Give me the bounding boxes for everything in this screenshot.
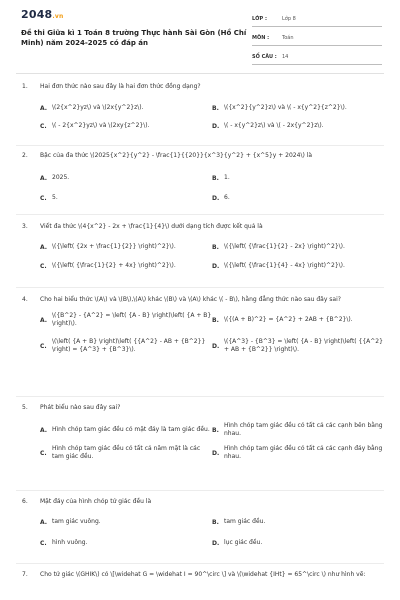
options-grid [40, 312, 382, 354]
question-text: Viết đa thức \(4{x^2} - 2x + \frac{1}{4}\) dưới dạng tích được kết quả là [40, 223, 263, 230]
options-grid [40, 103, 382, 131]
option-b[interactable]: B. tam giác đều. [212, 518, 266, 526]
option-b[interactable]: B. \({(A + B)^2} = {A^2} + 2AB + {B^2}\). [212, 316, 353, 324]
header-divider [16, 73, 384, 74]
options-grid [40, 422, 382, 461]
option-c[interactable]: C. hình vuông. [40, 539, 88, 547]
question-6 [22, 497, 382, 548]
question-divider [16, 490, 384, 491]
meta-value: Toán [282, 35, 294, 41]
option-d[interactable]: D. \({A^3} - {B^3} = \left( {A - B} \right)\left( {{A^2} + AB + {B^2}} \right)\). [212, 338, 383, 353]
question-number: 4. [22, 296, 28, 303]
option-a[interactable]: A. \(2{x^2}yz\) và \(2x{y^2}z\). [40, 104, 144, 112]
meta-box [252, 12, 382, 69]
option-a[interactable]: A. 2025. [40, 174, 70, 182]
meta-label: SỐ CÂU : [252, 54, 277, 60]
question-number: 6. [22, 498, 28, 505]
option-b[interactable]: B. \({x^2}{y^2}z\) và \( - x{y^2}{z^2}\). [212, 104, 347, 112]
meta-row-subject [252, 31, 382, 46]
option-d[interactable]: D. lục giác đều. [212, 539, 263, 547]
option-c[interactable]: C. \( - 2{x^2}yz\) và \(2xy{z^2}\). [40, 122, 150, 130]
meta-label: MÔN : [252, 35, 270, 41]
question-3 [22, 222, 382, 271]
option-c[interactable]: C. Hình chóp tam giác đều có tất cả năm mặt là các tam giác đều. [40, 445, 201, 460]
question-divider [16, 396, 384, 397]
question-text: Hai đơn thức nào sau đây là hai đơn thức đồng dạng? [40, 83, 201, 90]
question-7 [22, 570, 382, 579]
question-5 [22, 403, 382, 461]
option-d[interactable]: D. \({\left( {\frac{1}{4} - 4x} \right)^2}\). [212, 262, 345, 270]
question-text: Mặt đáy của hình chóp tứ giác đều là [40, 498, 152, 505]
question-text: Cho tứ giác \(GHIK\) có \[\widehat G = \widehat I = 90^\circ \] và \(\widehat {IHt} = 65^\circ \) như hình vẽ: [40, 571, 366, 578]
option-a[interactable]: A. tam giác vuông. [40, 518, 101, 526]
options-grid [40, 242, 382, 271]
option-d[interactable]: D. \( - x{y^2}z\) và \( - 2x{y^2}z\). [212, 122, 324, 130]
question-number: 3. [22, 223, 28, 230]
option-b[interactable]: B. \({\left( {\frac{1}{2} - 2x} \right)^2}\). [212, 243, 345, 251]
option-c[interactable]: C. \({\left( {\frac{1}{2} + 4x} \right)^2}\). [40, 262, 176, 270]
option-a[interactable]: A. Hình chóp tam giác đều có mặt đáy là tam giác đều. [40, 426, 210, 434]
question-divider [16, 287, 384, 288]
meta-row-count [252, 50, 382, 65]
question-number: 1. [22, 83, 28, 90]
question-number: 7. [22, 571, 28, 578]
question-4 [22, 295, 382, 354]
option-b[interactable]: B. Hình chóp tam giác đều có tất cả các cạnh bên bằng nhau. [212, 422, 383, 437]
option-b[interactable]: B. 1. [212, 174, 230, 182]
question-divider [16, 214, 384, 215]
document-title: Đề thi Giữa kì 1 Toán 8 trường Thực hành Sài Gòn (Hồ Chí Minh) năm 2024-2025 có đáp án [21, 29, 247, 47]
question-divider [16, 563, 384, 564]
option-a[interactable]: A. \({\left( {2x + \frac{1}{2}} \right)^2}\). [40, 243, 176, 251]
logo-main-text: 2048 [21, 8, 53, 21]
question-number: 5. [22, 404, 28, 411]
question-1 [22, 82, 382, 131]
option-c[interactable]: C. \(\left( {A + B} \right)\left( {{A^2} - AB + {B^2}} \right) = {A^3} + {B^3}\). [40, 338, 206, 353]
site-logo[interactable] [21, 8, 63, 21]
option-c[interactable]: C. 5. [40, 194, 58, 202]
meta-value: 14 [282, 54, 289, 60]
question-divider [16, 145, 384, 146]
option-d[interactable]: D. 6. [212, 194, 230, 202]
logo-suffix-text: .vn [52, 13, 64, 20]
options-grid [40, 173, 382, 203]
meta-label: LỚP : [252, 16, 267, 22]
question-text: Cho hai biểu thức \(A\) và \(B\),\(A\) khác \(B\) và \(A\) khác \( - B\), hằng đẳng thức nào sau đây sai? [40, 296, 341, 303]
question-2 [22, 151, 382, 203]
question-number: 2. [22, 152, 28, 159]
option-a[interactable]: A. \({B^2} - {A^2} = \left( {A - B} \right)\left( {A + B} \right)\). [40, 312, 212, 327]
question-text: Bậc của đa thức \(2025{x^2}{y^2} - \frac{1}{{20}}{x^3}{y^2} + {x^5}y + 2024\) là [40, 152, 313, 159]
question-text: Phát biểu nào sau đây sai? [40, 404, 121, 411]
option-d[interactable]: D. Hình chóp tam giác đều có tất cả các cạnh đáy bằng nhau. [212, 445, 383, 460]
meta-row-class [252, 12, 382, 27]
meta-value: Lớp 8 [282, 16, 296, 22]
options-grid [40, 517, 382, 548]
